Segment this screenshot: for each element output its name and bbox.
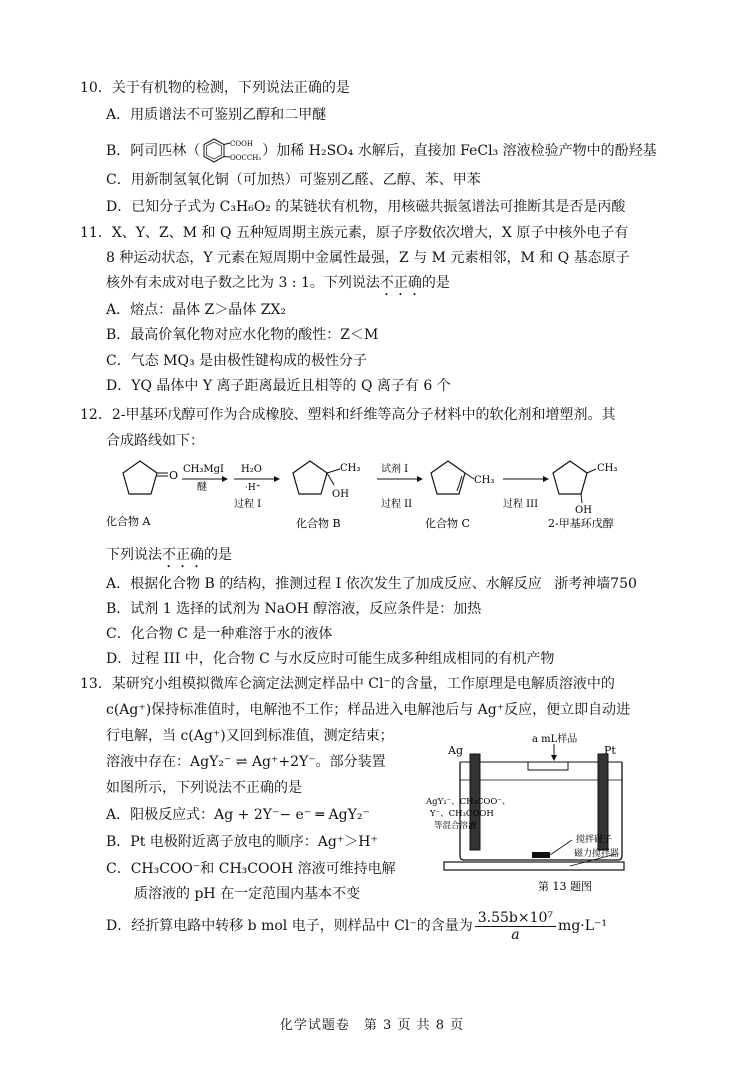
magnetic-stirrer-icon	[444, 862, 624, 870]
solution-label-3: 等混合溶液	[434, 821, 477, 831]
q13-option-c-1: C．CH₃COO⁻和 CH₃COOH 溶液可维持电解	[106, 861, 396, 877]
compound-b-structure-icon	[293, 461, 360, 500]
arrow-reagent-ch3mgi-icon	[182, 464, 228, 493]
q13-option-b: B．Pt 电极附近离子放电的顺序：Ag⁺＞H⁺	[106, 834, 378, 850]
q11-option-c: C．气态 MQ₃ 是由极性键构成的极性分子	[106, 353, 368, 369]
q11-option-a: A．熔点：晶体 Z＞晶体 ZX₂	[106, 302, 287, 318]
q12-ask	[106, 547, 232, 571]
q13-option-d-unit: mg·L⁻¹	[558, 918, 608, 935]
reagent-1: 试剂 I	[381, 464, 409, 475]
q10-option-d: D．已知分子式为 C₃H₆O₂ 的某链状有机物，用核磁共振氢谱法可推断其是否是丙酸	[106, 199, 626, 215]
compound-c-label: 化合物 C	[425, 517, 470, 530]
q11-line-3-post: 的是	[421, 275, 450, 291]
q12-option-c: C．化合物 C 是一种难溶于水的液体	[106, 626, 333, 642]
aspirin-structure-icon	[200, 137, 262, 165]
compound-a-oxygen: O	[169, 469, 179, 482]
compound-a-structure-icon	[123, 461, 178, 494]
compound-c-structure-icon	[431, 461, 494, 494]
reagent-ch3mgi: CH₃MgI	[183, 464, 224, 475]
q12-option-a-text: A．根据化合物 B 的结构，推测过程 I 依次发生了加成反应、水解反应	[106, 576, 542, 592]
q13-line-1: 13．某研究小组模拟微库仑滴定法测定样品中 Cl⁻的含量，工作原理是电解质溶液中的	[80, 676, 615, 692]
aspirin-oocch3-label: OOCCH₃	[230, 154, 262, 162]
q13-line-4: 溶液中存在：AgY₂⁻ ⇌ Ag⁺+2Y⁻。部分装置	[106, 754, 386, 770]
stir-bar-icon	[532, 852, 550, 858]
synthesis-scheme	[100, 455, 620, 535]
arrow-reagent-1-icon	[377, 462, 423, 510]
arrow-process-3-icon	[503, 476, 549, 510]
q11-line-3	[106, 275, 450, 299]
q11-line-2: 8 种运动状态，Y 元素在短周期中金属性最强，Z 与 M 元素相邻，M 和 Q 基态原子	[106, 250, 630, 266]
compound-d-methyl: CH₃	[597, 463, 618, 474]
q12-line-2: 合成路线如下：	[106, 433, 204, 449]
q13-option-d-pre: D．经折算电路中转移 b mol 电子，则样品中 Cl⁻的含量为	[106, 918, 473, 935]
q10-option-a: A．用质谱法不可鉴别乙醇和二甲醚	[106, 107, 327, 123]
process-2-label: 过程 II	[381, 499, 413, 510]
q13-line-3: 行电解，当 c(Ag⁺)又回到标准值，测定结束；	[106, 728, 394, 744]
stir-bar-label: 搅拌磁子	[576, 835, 613, 845]
sample-label: a mL样品	[532, 734, 578, 745]
q10-b-prefix: B．阿司匹林（	[106, 142, 201, 159]
q12-ask-post: 的是	[204, 547, 232, 563]
q11-option-b: B．最高价氧化物对应水化物的酸性：Z＜M	[106, 327, 379, 343]
reagent-h2o: H₂O	[241, 464, 262, 475]
q11-option-d: D．YQ 晶体中 Y 离子距离最近且相等的 Q 离子有 6 个	[106, 378, 451, 394]
aspirin-cooh-label: COOH	[230, 140, 254, 148]
figure-caption: 第 13 题图	[538, 880, 592, 893]
compound-b-hydroxyl: OH	[332, 489, 349, 500]
solution-label-1: AgY₂⁻、CH₃COO⁻、	[426, 797, 511, 807]
q12-line-1: 12．2-甲基环戊醇可作为合成橡胶、塑料和纤维等高分子材料中的软化剂和增塑剂。其	[80, 407, 616, 423]
q11-line-1: 11．X、Y、Z、M 和 Q 五种短周期主族元素，原子序数依次增大，X 原子中核外电子有	[80, 225, 629, 241]
fraction-numerator: 3.55b×10⁷	[475, 910, 556, 927]
q12-option-d: D．过程 III 中，化合物 C 与水反应时可能生成多种组成相同的有机产物	[106, 651, 555, 667]
q10-stem: 10．关于有机物的检测，下列说法正确的是	[80, 80, 350, 96]
ag-electrode-label: Ag	[448, 744, 463, 757]
page-footer: 化学试题卷 第 3 页 共 8 页	[279, 1018, 465, 1033]
magnetic-stirrer-label: 磁力搅拌器	[574, 849, 620, 859]
chloride-content-fraction	[475, 910, 556, 943]
compound-d-structure-icon	[553, 461, 617, 516]
q12-option-b: B．试剂 1 选择的试剂为 NaOH 醇溶液，反应条件是：加热	[106, 601, 482, 617]
pt-electrode-label: Pt	[604, 744, 616, 757]
process-1-label: 过程 I	[234, 499, 262, 510]
q13-line-5: 如图所示，下列说法不正确的是	[106, 780, 302, 796]
q12-ask-pre: 下列说法	[106, 547, 162, 563]
arrow-reagent-h2o-icon	[234, 464, 280, 510]
watermark-note: 浙考神墙750	[554, 576, 637, 592]
compound-b-methyl: CH₃	[340, 463, 361, 474]
q10-b-suffix: ）加稀 H₂SO₄ 水解后，直接加 FeCl₃ 溶液检验产物中的酚羟基	[262, 142, 657, 159]
q11-line-3-pre: 核外有未成对电子数之比为 3 : 1。下列说法	[106, 275, 380, 291]
q12-option-a	[106, 576, 637, 593]
compound-b-label: 化合物 B	[296, 517, 341, 530]
compound-d-hydroxyl: OH	[575, 505, 592, 516]
q10-option-c: C．用新制氢氧化铜（可加热）可鉴别乙醛、乙醇、苯、甲苯	[106, 172, 481, 188]
q13-option-a: A．阳极反应式：Ag + 2Y⁻− e⁻ ═ AgY₂⁻	[106, 807, 370, 823]
q13-option-c-2: 质溶液的 pH 在一定范围内基本不变	[134, 886, 361, 902]
fraction-denominator: a	[511, 927, 520, 944]
compound-d-label: 2-甲基环戊醇	[548, 517, 614, 530]
compound-a-label: 化合物 A	[106, 515, 151, 528]
q10-option-b	[106, 137, 657, 165]
reagent-ether: 醚	[197, 482, 207, 493]
reagent-h-plus: ·H⁺	[245, 483, 261, 493]
q12-emphasis: 不正确	[162, 547, 204, 563]
q11-emphasis: 不正确	[379, 275, 422, 291]
process-3-label: 过程 III	[503, 499, 539, 510]
q13-line-2: c(Ag⁺)保持标准值时，电解池不工作；样品进入电解池后与 Ag⁺反应，便立即自动进	[106, 702, 631, 718]
electrolysis-apparatus-figure	[420, 728, 630, 898]
q13-option-d	[106, 910, 607, 943]
compound-c-methyl: CH₃	[474, 475, 495, 486]
solution-label-2: Y⁻、CH₃COOH	[430, 809, 494, 819]
